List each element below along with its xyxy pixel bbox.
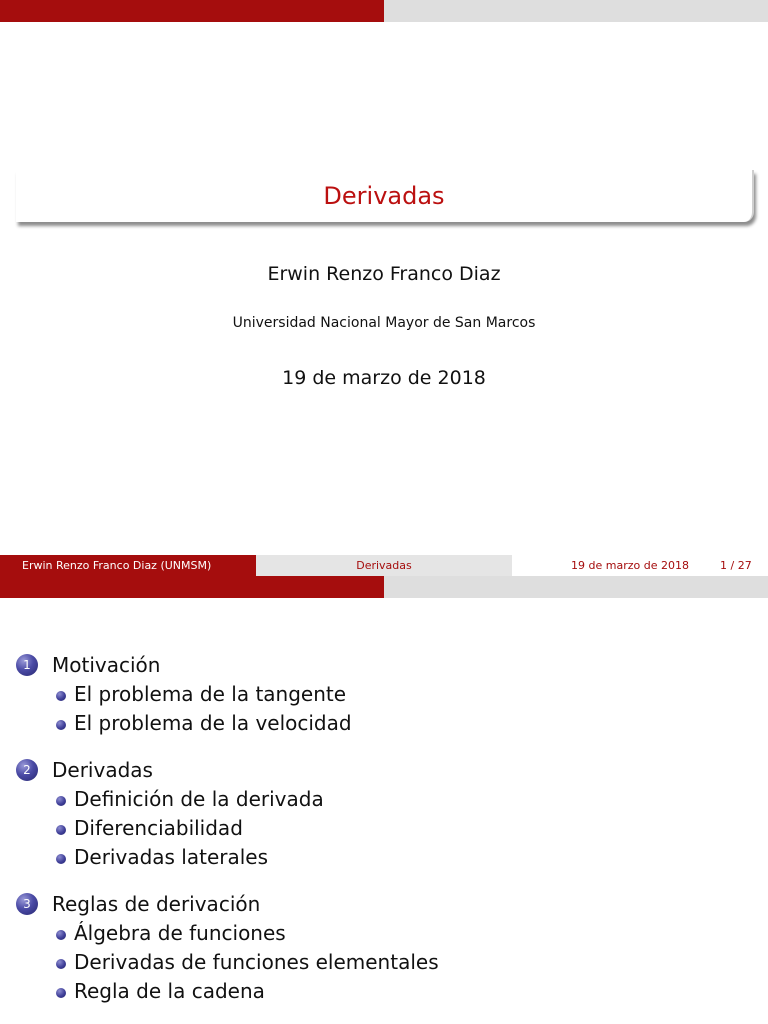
subsection-title: Derivadas de funciones elementales bbox=[74, 950, 439, 974]
toc-section-heading[interactable] bbox=[16, 755, 756, 785]
bullet-icon bbox=[56, 691, 66, 701]
toc-section bbox=[16, 755, 756, 872]
toc-section-heading[interactable] bbox=[16, 889, 756, 919]
bullet-icon bbox=[56, 988, 66, 998]
header-bar-grey bbox=[384, 0, 768, 22]
header-bar-red bbox=[0, 576, 384, 598]
toc-subsection[interactable] bbox=[16, 919, 756, 948]
subsection-title: Regla de la cadena bbox=[74, 979, 265, 1003]
toc-subsection[interactable] bbox=[16, 843, 756, 872]
toc-subsection[interactable] bbox=[16, 680, 756, 709]
header-bar bbox=[0, 576, 768, 598]
bullet-icon bbox=[56, 720, 66, 730]
toc-subsection[interactable] bbox=[16, 948, 756, 977]
section-number-ball: 1 bbox=[16, 654, 38, 676]
header-bar bbox=[0, 0, 768, 22]
section-number-ball: 3 bbox=[16, 893, 38, 915]
institute-name: Universidad Nacional Mayor de San Marcos bbox=[232, 315, 536, 331]
toc-section bbox=[16, 650, 756, 738]
slide-title: Derivadas bbox=[323, 182, 445, 210]
footer-title: Derivadas bbox=[256, 555, 512, 576]
footer-author: Erwin Renzo Franco Diaz (UNMSM) bbox=[0, 555, 256, 576]
section-number-ball: 2 bbox=[16, 759, 38, 781]
toc-subsection[interactable] bbox=[16, 709, 756, 738]
bullet-icon bbox=[56, 854, 66, 864]
bullet-icon bbox=[56, 959, 66, 969]
toc-section-heading[interactable] bbox=[16, 650, 756, 680]
footer-right bbox=[512, 555, 768, 576]
section-title: Reglas de derivación bbox=[52, 892, 261, 916]
footer-page-number: 1 / 27 bbox=[720, 559, 752, 572]
section-title: Motivación bbox=[52, 653, 161, 677]
header-bar-grey bbox=[384, 576, 768, 598]
table-of-contents bbox=[16, 650, 756, 1023]
subsection-title: Derivadas laterales bbox=[74, 845, 269, 869]
header-bar-red bbox=[0, 0, 384, 22]
subsection-title: El problema de la velocidad bbox=[74, 711, 352, 735]
footer-bar bbox=[0, 555, 768, 576]
author-name: Erwin Renzo Franco Diaz bbox=[267, 263, 501, 285]
section-title: Derivadas bbox=[52, 758, 153, 782]
subsection-title: Álgebra de funciones bbox=[74, 921, 286, 945]
bullet-icon bbox=[56, 825, 66, 835]
toc-subsection[interactable] bbox=[16, 977, 756, 1006]
presentation-date: 19 de marzo de 2018 bbox=[282, 367, 486, 389]
outline-slide bbox=[0, 576, 768, 1024]
footer-date: 19 de marzo de 2018 bbox=[571, 559, 689, 572]
subsection-title: Diferenciabilidad bbox=[74, 816, 243, 840]
subsection-title: El problema de la tangente bbox=[74, 682, 347, 706]
toc-section bbox=[16, 889, 756, 1006]
toc-subsection[interactable] bbox=[16, 785, 756, 814]
toc-subsection[interactable] bbox=[16, 814, 756, 843]
bullet-icon bbox=[56, 796, 66, 806]
subsection-title: Definición de la derivada bbox=[74, 787, 324, 811]
bullet-icon bbox=[56, 930, 66, 940]
